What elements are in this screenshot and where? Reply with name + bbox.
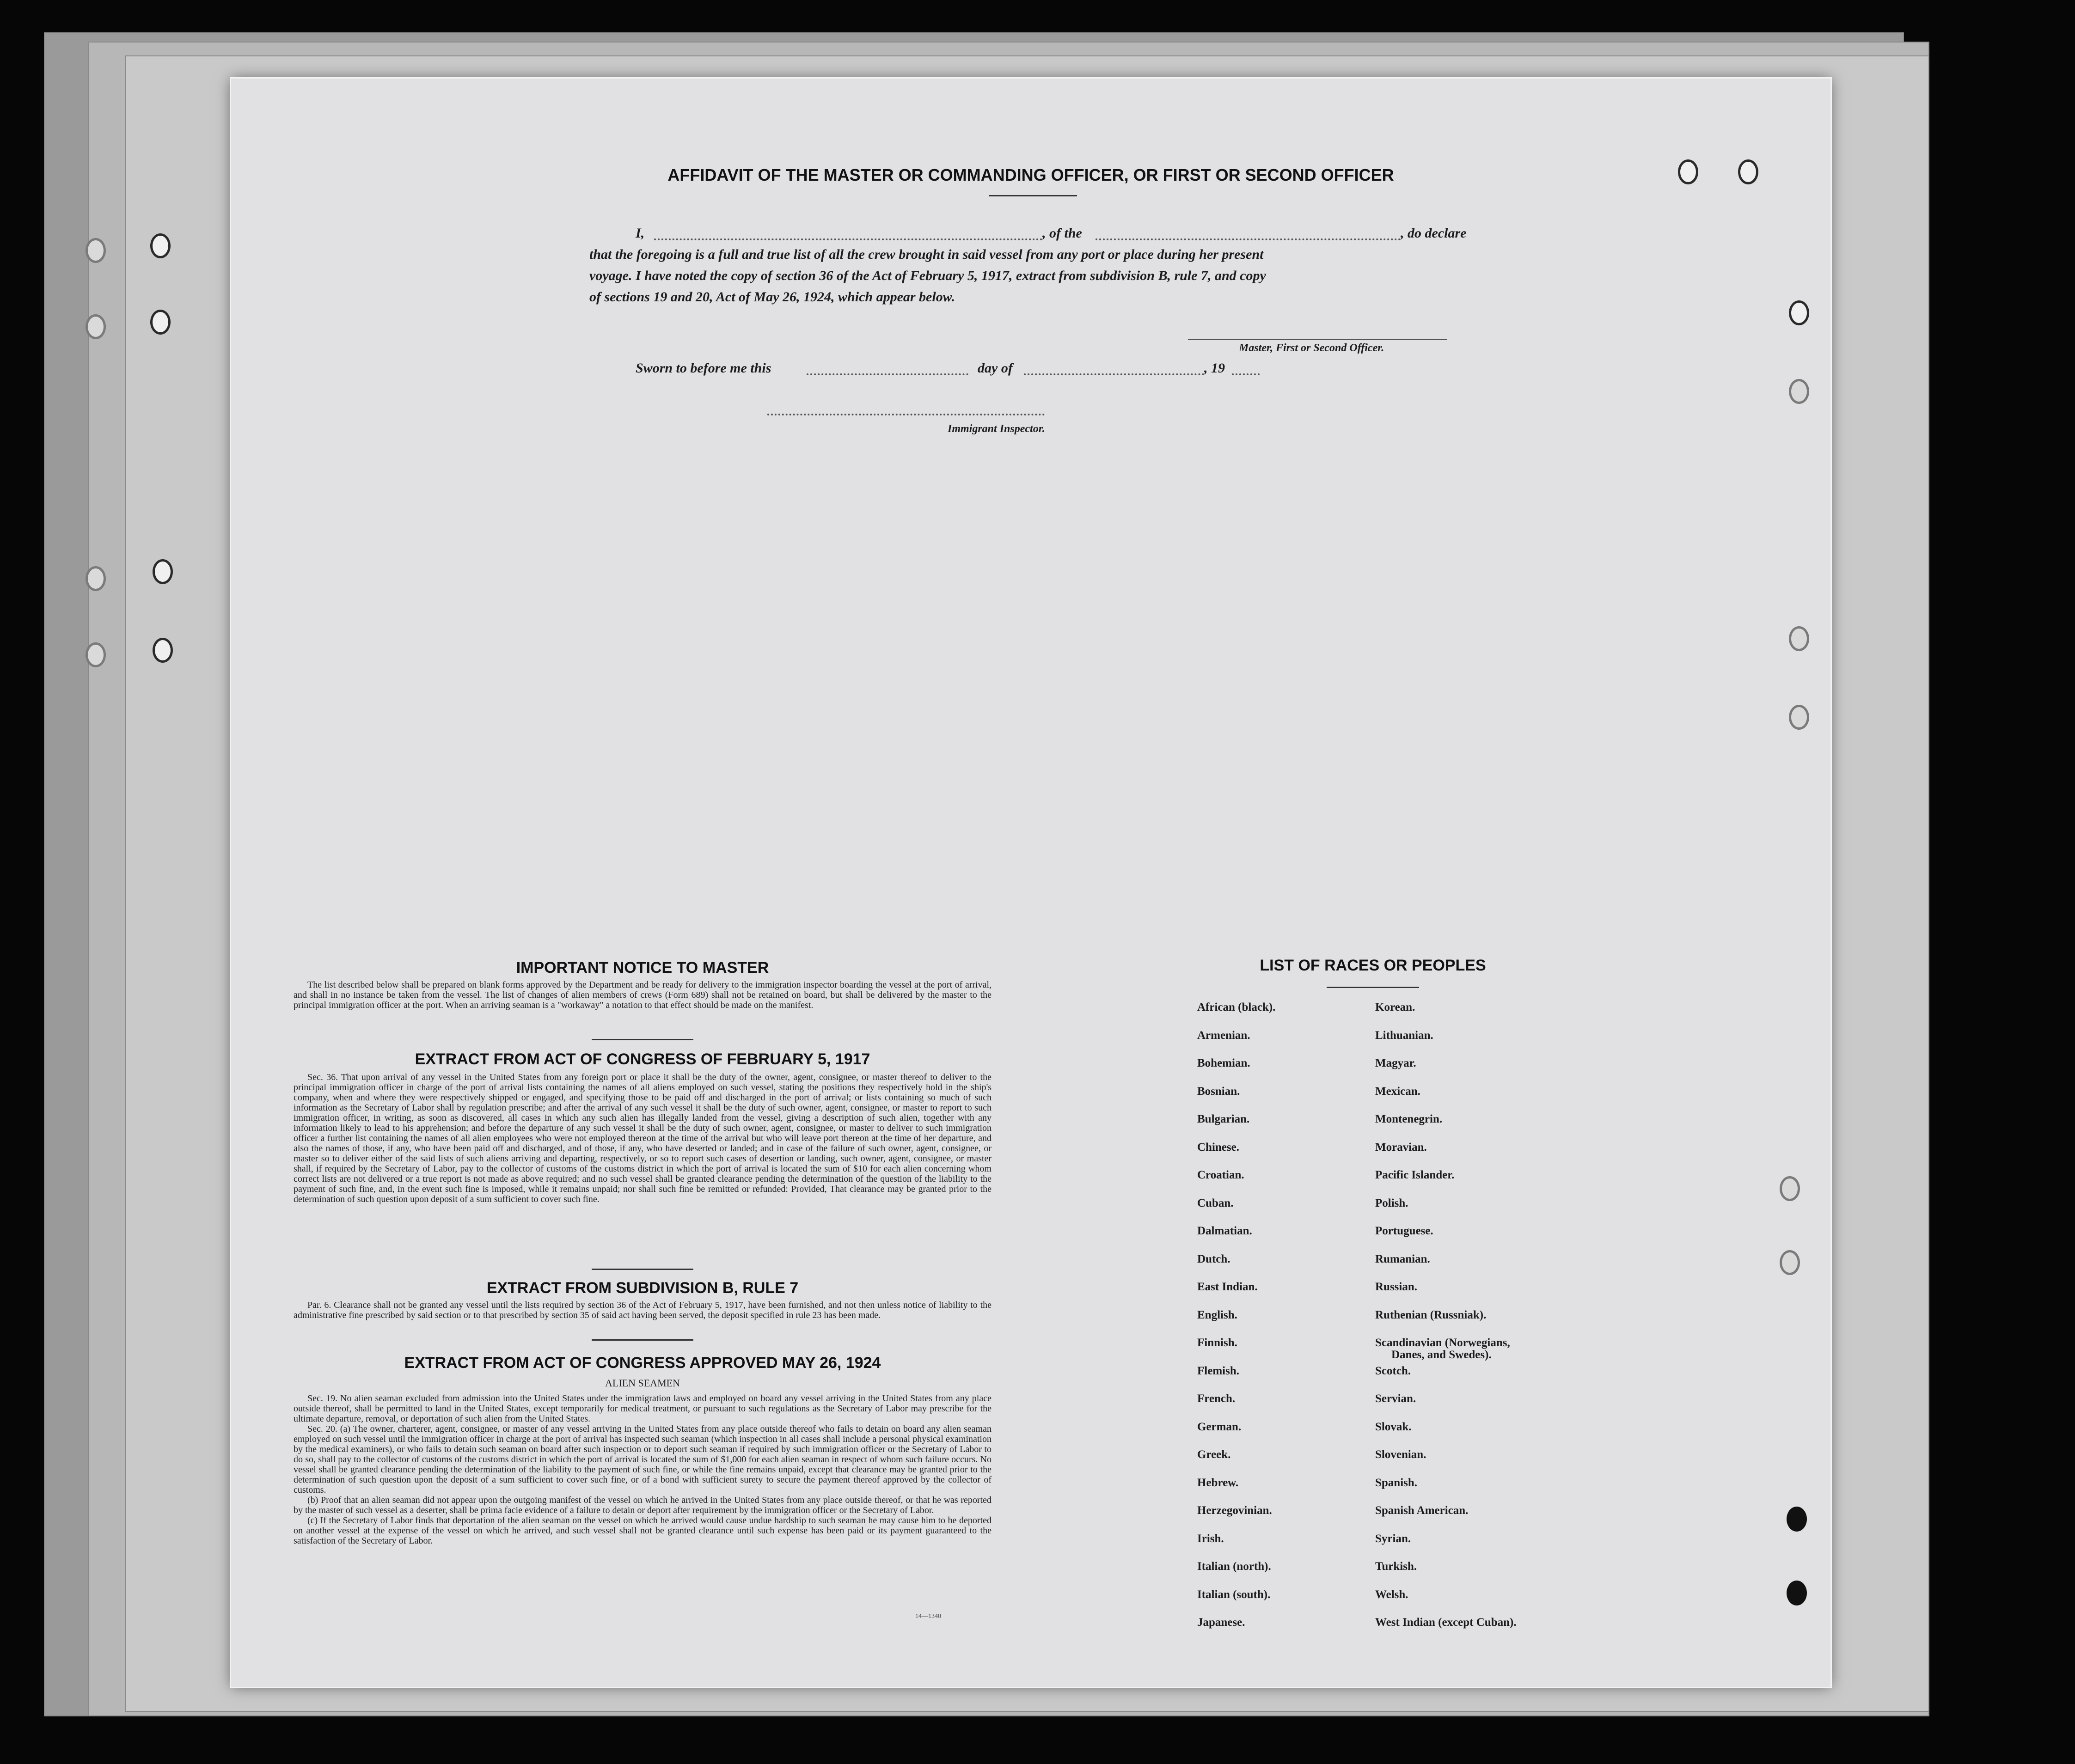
race-item: Syrian. xyxy=(1375,1532,1411,1545)
race-item: Bulgarian. xyxy=(1197,1113,1250,1125)
race-item: East Indian. xyxy=(1197,1281,1258,1293)
binder-hole xyxy=(86,238,106,263)
sworn-label: Sworn to before me this xyxy=(636,360,771,376)
binder-hole xyxy=(150,233,171,258)
race-item: Magyar. xyxy=(1375,1057,1416,1069)
sworn-year-blank[interactable] xyxy=(1232,373,1260,375)
race-item: Welsh. xyxy=(1375,1588,1408,1601)
binder-hole xyxy=(1780,1250,1800,1275)
sec-19-paragraph: Sec. 19. No alien seaman excluded from admission into the United States under the immigration laws and employed on board any vessel arriving in the United States from any place outside thereof, shall be permitted to land in the United States, except temporarily for medical treatment, or pursuant to such regulations as the Secretary of Labor may prescribe for the ultimate departure, removal, or deportation of such alien from the United States. xyxy=(294,1393,992,1424)
race-item: Ruthenian (Russniak). xyxy=(1375,1308,1487,1321)
affidavit-title: AFFIDAVIT OF THE MASTER OR COMMANDING OFFICER, OR FIRST OR SECOND OFFICER xyxy=(667,165,1394,184)
race-item: Bohemian. xyxy=(1197,1057,1250,1069)
race-item: Scandinavian (Norwegians, xyxy=(1375,1337,1510,1349)
par-6-paragraph: Par. 6. Clearance shall not be granted any vessel until the lists required by section 36 of the Act of February 5, 1917, have been furnished, and not then unless notice of liability to the administrative fine prescribed by said section or to that prescribed by section 35 of said act having been served, the deposit specified in rule 23 has been made. xyxy=(294,1300,992,1320)
binder-hole xyxy=(86,314,106,339)
race-item: Lithuanian. xyxy=(1375,1029,1433,1042)
inspector-label: Immigrant Inspector. xyxy=(948,423,1045,435)
affidavit-declare-label: , do declare xyxy=(1401,226,1467,241)
race-item: West Indian (except Cuban). xyxy=(1375,1616,1517,1629)
inspector-signature-line[interactable] xyxy=(767,414,1045,415)
vessel-blank-line[interactable] xyxy=(1096,238,1401,240)
race-item: Korean. xyxy=(1375,1001,1415,1013)
extract-1917-title: EXTRACT FROM ACT OF CONGRESS OF FEBRUARY 5, 1917 xyxy=(415,1050,870,1068)
divider xyxy=(989,195,1077,196)
race-item: Dutch. xyxy=(1197,1252,1230,1265)
race-item: Portuguese. xyxy=(1375,1225,1433,1237)
extract-1924-text xyxy=(294,1393,992,1546)
affidavit-line: of sections 19 and 20, Act of May 26, 1924, which appear below. xyxy=(589,289,955,305)
race-item: French. xyxy=(1197,1392,1236,1405)
race-item: Herzegovinian. xyxy=(1197,1504,1272,1517)
master-label: Master, First or Second Officer. xyxy=(1239,342,1384,354)
race-item: African (black). xyxy=(1197,1001,1276,1013)
race-item: Italian (north). xyxy=(1197,1560,1271,1573)
binder-hole xyxy=(1789,300,1809,325)
race-item: Slovak. xyxy=(1375,1420,1412,1433)
sec-20b-paragraph: (b) Proof that an alien seaman did not appear upon the outgoing manifest of the vessel on which he arrived in the United States from any place outside thereof, or that he was reported by the master of such vessel as a deserter, shall be prima facie evidence of a failure to detain or deport after requirement by the immigration officer or the Secretary of Labor. xyxy=(294,1495,992,1515)
race-item: Polish. xyxy=(1375,1196,1408,1209)
binder-hole xyxy=(86,566,106,591)
binder-hole xyxy=(1787,1507,1807,1532)
race-item: Turkish. xyxy=(1375,1560,1417,1573)
affidavit-line: voyage. I have noted the copy of section 36 of the Act of February 5, 1917, extract from subdivision B, rule 7, and copy xyxy=(589,268,1266,283)
binder-hole xyxy=(150,310,171,335)
binder-hole xyxy=(86,642,106,667)
race-item: Irish. xyxy=(1197,1532,1224,1545)
divider xyxy=(592,1269,693,1270)
notice-title: IMPORTANT NOTICE TO MASTER xyxy=(516,959,769,977)
race-item: Slovenian. xyxy=(1375,1448,1426,1461)
rule7-title: EXTRACT FROM SUBDIVISION B, RULE 7 xyxy=(486,1279,799,1297)
race-item: Spanish. xyxy=(1375,1476,1418,1489)
affidavit-of-the-label: , of the xyxy=(1042,226,1082,241)
race-item: Scotch. xyxy=(1375,1364,1411,1377)
extract-1924-title: EXTRACT FROM ACT OF CONGRESS APPROVED MAY 26, 1924 xyxy=(404,1354,881,1372)
form-page xyxy=(231,79,1830,1687)
race-item: Croatian. xyxy=(1197,1169,1244,1181)
races-title: LIST OF RACES OR PEOPLES xyxy=(1260,957,1486,974)
race-item: Greek. xyxy=(1197,1448,1231,1461)
affidavit-i-label: I, xyxy=(636,226,645,241)
divider xyxy=(1327,987,1419,988)
sec-20a-paragraph: Sec. 20. (a) The owner, charterer, agent, consignee, or master of any vessel arriving in the United States from any place outside thereof who fails to detain on board any alien seaman employed on such vessel until the immigration officer in charge at the port of arrival has inspected such seaman (which inspection in all cases shall include a personal physical examination by the medical examiners), or who fails to detain such seaman on board after such inspection or to deport such seaman if required by such immigration officer or the Secretary of Labor to do so, shall pay to the collector of customs of the customs district in which the port of arrival is located the sum of $1,000 for each alien seaman in respect of whom such failure occurs. No vessel shall be granted clearance pending the determination of the liability to the payment of such fine, or while the fine remains unpaid, except that clearance may be granted prior to the determination of such question upon the deposit of a sum sufficient to cover such fine, or of a bond with sufficient surety to secure the payment thereof approved by the collector of customs. xyxy=(294,1424,992,1495)
race-item: Bosnian. xyxy=(1197,1085,1240,1098)
divider xyxy=(592,1039,693,1040)
master-signature-line[interactable] xyxy=(1188,339,1447,340)
race-item: Servian. xyxy=(1375,1392,1416,1405)
binder-hole xyxy=(1787,1581,1807,1605)
rule7-text xyxy=(294,1300,992,1320)
race-item: Flemish. xyxy=(1197,1364,1239,1377)
race-item: Montenegrin. xyxy=(1375,1113,1443,1125)
binder-hole xyxy=(1789,379,1809,404)
race-item: German. xyxy=(1197,1420,1242,1433)
alien-seamen-subtitle: ALIEN SEAMEN xyxy=(605,1377,680,1389)
section-36-paragraph: Sec. 36. That upon arrival of any vessel in the United States from any foreign port or place it shall be the duty of the owner, agent, consignee, or master thereof to deliver to the principal immigration officer in charge of the port of arrival lists containing the names of all aliens employed on such vessel, stating the positions they respectively hold in the ship's company, when and where they were respectively shipped or engaged, and specifying those to be paid off and discharged in the port of arrival; or lists containing so much of such information as the Secretary of Labor shall by regulation prescribe; and after the arrival of any such vessel it shall be the duty of such owner, agent, consignee, or master to report to such immigration officer, in writing, as soon as discovered, all cases in which any such alien has illegally landed from the vessel, giving a description of such alien, together with any information likely to lead to his apprehension; and before the departure of any such vessel it shall be the duty of such owner, agent, consignee, or master to deliver to such immigration officer a further list containing the names of all alien employees who were not employed thereon at the time of the arrival but who will leave port thereon at the time of her departure, and also the names of those, if any, who have been paid off and discharged, and of those, if any, who have deserted or landed; and in case of the failure of such owner, agent, consignee, or master so to deliver either of the said lists of such aliens arriving and departing, respectively, or so to report such cases of desertion or landing, such owner, agent, consignee, or master shall, if required by the Secretary of Labor, pay to the collector of customs of the customs district in which the port of arrival is located the sum of $10 for each alien concerning whom correct lists are not delivered or a true report is not made as above required; and no such vessel shall be granted clearance pending the determination of the question of the liability to the payment of such fine, and, in the event such fine is imposed, while it remains unpaid; nor shall such fine be remitted or refunded: Provided, That clearance may be granted prior to the determination of such question upon deposit of a sum sufficient to cover such fine. xyxy=(294,1072,992,1204)
name-blank-line[interactable] xyxy=(654,238,1042,240)
race-item: Cuban. xyxy=(1197,1196,1234,1209)
race-item: Finnish. xyxy=(1197,1337,1237,1349)
binder-hole xyxy=(153,638,173,663)
sec-20c-paragraph: (c) If the Secretary of Labor finds that deportation of the alien seaman on the vessel on which he arrived would cause undue hardship to such seaman he may cause him to be deported on another vessel at the expense of the vessel on which he arrived, and such vessel shall not be granted clearance until such expense has been paid or its payment guaranteed to the satisfaction of the Secretary of Labor. xyxy=(294,1515,992,1546)
race-item: Spanish American. xyxy=(1375,1504,1469,1517)
race-item: Italian (south). xyxy=(1197,1588,1271,1601)
binder-hole xyxy=(1780,1176,1800,1201)
notice-paragraph: The list described below shall be prepared on blank forms approved by the Department and be ready for delivery to the immigration inspector boarding the vessel at the port of arrival, and shall in no instance be taken from the vessel. The list of changes of alien members of crews (Form 689) shall not be retained on board, but shall be delivered by the master to the principal immigration officer at the port. When an arriving seaman is a "workaway" a notation to that effect should be made on the manifest. xyxy=(294,980,992,1010)
binder-hole xyxy=(1789,626,1809,651)
race-item: Moravian. xyxy=(1375,1141,1427,1154)
form-number: 14—1340 xyxy=(915,1613,941,1620)
race-item: Japanese. xyxy=(1197,1616,1245,1629)
race-item: Russian. xyxy=(1375,1281,1418,1293)
race-item: Mexican. xyxy=(1375,1085,1420,1098)
binder-hole xyxy=(153,559,173,584)
race-item: Hebrew. xyxy=(1197,1476,1239,1489)
race-item: Armenian. xyxy=(1197,1029,1250,1042)
extract-1917-text xyxy=(294,1072,992,1204)
binder-hole xyxy=(1789,705,1809,730)
year-label: , 19 xyxy=(1204,360,1225,376)
notice-text xyxy=(294,980,992,1010)
day-of-label: day of xyxy=(978,360,1013,376)
affidavit-line: that the foregoing is a full and true list of all the crew brought in said vessel from any port or place during her present xyxy=(589,247,1264,262)
divider xyxy=(592,1339,693,1341)
sworn-month-blank[interactable] xyxy=(1024,373,1204,375)
race-item: English. xyxy=(1197,1308,1237,1321)
race-item: Pacific Islander. xyxy=(1375,1169,1455,1181)
race-item: Danes, and Swedes). xyxy=(1391,1349,1492,1361)
race-item: Dalmatian. xyxy=(1197,1225,1252,1237)
race-item: Chinese. xyxy=(1197,1141,1239,1154)
race-item: Rumanian. xyxy=(1375,1252,1430,1265)
sworn-day-blank[interactable] xyxy=(807,373,968,375)
